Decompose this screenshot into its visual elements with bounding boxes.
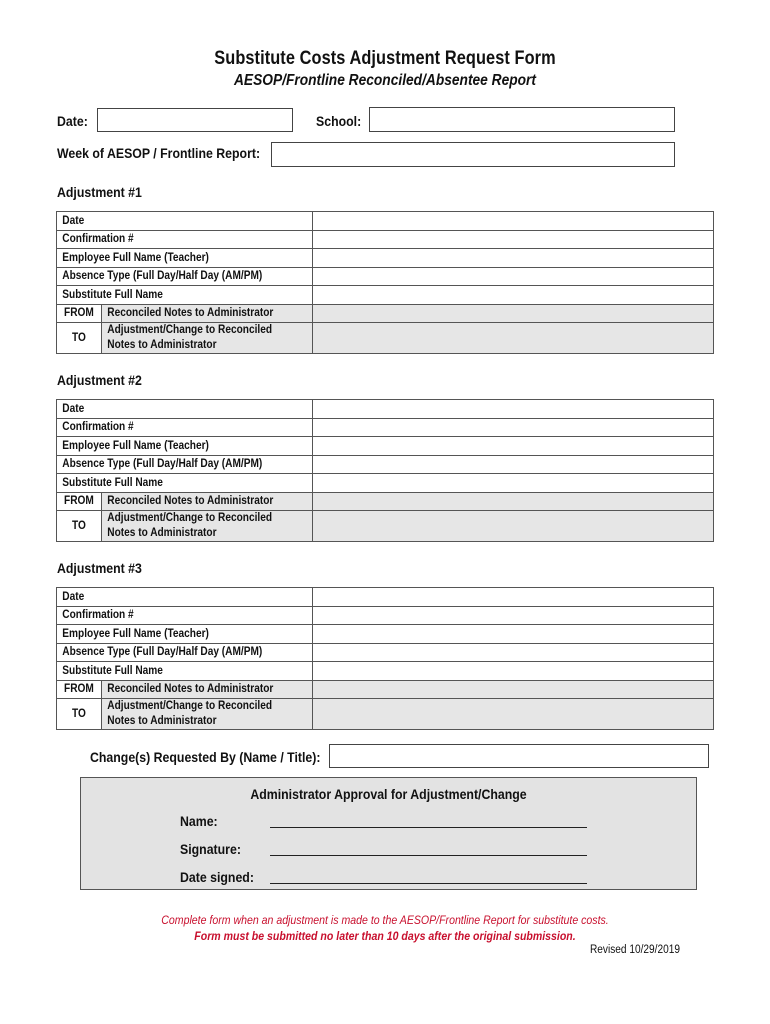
- adjustment-1-heading: Adjustment #1: [57, 184, 142, 200]
- adj1-reconciled-value[interactable]: [313, 304, 714, 323]
- adjustment-2-heading: Adjustment #2: [57, 372, 142, 388]
- row-label-confirmation: Confirmation #: [57, 230, 313, 249]
- adj1-change-value[interactable]: [313, 323, 714, 354]
- adj3-absence-value[interactable]: [313, 643, 714, 662]
- row-label-absence: Absence Type (Full Day/Half Day (AM/PM): [57, 643, 313, 662]
- from-label: FROM: [57, 680, 102, 699]
- approval-date-signed-line[interactable]: [270, 883, 587, 884]
- approval-name-label: Name:: [180, 813, 218, 829]
- adj1-employee-value[interactable]: [313, 249, 714, 268]
- adj2-substitute-value[interactable]: [313, 474, 714, 493]
- week-field[interactable]: [271, 142, 675, 167]
- adjustment-3-heading: Adjustment #3: [57, 560, 142, 576]
- approval-date-signed-label: Date signed:: [180, 869, 254, 885]
- row-label-date: Date: [57, 212, 313, 231]
- adj2-reconciled-value[interactable]: [313, 492, 714, 511]
- change-notes-label: Adjustment/Change to Reconciled Notes to Administrator: [102, 511, 313, 542]
- school-label: School:: [316, 113, 362, 129]
- approval-heading: Administrator Approval for Adjustment/Change: [250, 786, 527, 802]
- form-subtitle: AESOP/Frontline Reconciled/Absentee Report: [233, 72, 536, 89]
- row-label-absence: Absence Type (Full Day/Half Day (AM/PM): [57, 267, 313, 286]
- approval-signature-label: Signature:: [180, 841, 241, 857]
- adjustment-1-table: [56, 211, 714, 354]
- row-label-substitute: Substitute Full Name: [57, 474, 313, 493]
- adj2-employee-value[interactable]: [313, 437, 714, 456]
- adj2-absence-value[interactable]: [313, 455, 714, 474]
- requested-by-label: Change(s) Requested By (Name / Title):: [90, 749, 321, 765]
- adj1-substitute-value[interactable]: [313, 286, 714, 305]
- school-field[interactable]: [369, 107, 675, 132]
- change-notes-label: Adjustment/Change to Reconciled Notes to Administrator: [102, 699, 313, 730]
- to-label: TO: [57, 323, 102, 354]
- date-label: Date:: [57, 113, 88, 129]
- row-label-date: Date: [57, 588, 313, 607]
- reconciled-notes-label: Reconciled Notes to Administrator: [102, 680, 313, 699]
- adj1-confirmation-value[interactable]: [313, 230, 714, 249]
- from-label: FROM: [57, 304, 102, 323]
- change-notes-label: Adjustment/Change to Reconciled Notes to Administrator: [102, 323, 313, 354]
- requested-by-field[interactable]: [329, 744, 709, 768]
- adj2-change-value[interactable]: [313, 511, 714, 542]
- row-label-employee: Employee Full Name (Teacher): [57, 437, 313, 456]
- to-label: TO: [57, 699, 102, 730]
- row-label-absence: Absence Type (Full Day/Half Day (AM/PM): [57, 455, 313, 474]
- adj3-date-value[interactable]: [313, 588, 714, 607]
- date-field[interactable]: [97, 108, 293, 132]
- adjustment-2-table: [56, 399, 714, 542]
- footer-note-instructions: Complete form when an adjustment is made to the AESOP/Frontline Report for substitute costs.: [161, 913, 609, 927]
- adj1-date-value[interactable]: [313, 212, 714, 231]
- row-label-date: Date: [57, 400, 313, 419]
- administrator-approval-box: [80, 777, 697, 890]
- adj1-absence-value[interactable]: [313, 267, 714, 286]
- form-title: Substitute Costs Adjustment Request Form: [214, 48, 556, 69]
- adjustment-3-table: [56, 587, 714, 730]
- adj3-substitute-value[interactable]: [313, 662, 714, 681]
- reconciled-notes-label: Reconciled Notes to Administrator: [102, 304, 313, 323]
- adj2-date-value[interactable]: [313, 400, 714, 419]
- adj3-confirmation-value[interactable]: [313, 606, 714, 625]
- row-label-confirmation: Confirmation #: [57, 418, 313, 437]
- adj3-change-value[interactable]: [313, 699, 714, 730]
- footer-note-deadline: Form must be submitted no later than 10 days after the original submission.: [194, 929, 576, 943]
- row-label-substitute: Substitute Full Name: [57, 662, 313, 681]
- approval-name-line[interactable]: [270, 827, 587, 828]
- to-label: TO: [57, 511, 102, 542]
- from-label: FROM: [57, 492, 102, 511]
- adj3-reconciled-value[interactable]: [313, 680, 714, 699]
- adj3-employee-value[interactable]: [313, 625, 714, 644]
- approval-signature-line[interactable]: [270, 855, 587, 856]
- revised-date: Revised 10/29/2019: [589, 944, 680, 956]
- row-label-employee: Employee Full Name (Teacher): [57, 625, 313, 644]
- row-label-employee: Employee Full Name (Teacher): [57, 249, 313, 268]
- reconciled-notes-label: Reconciled Notes to Administrator: [102, 492, 313, 511]
- adj2-confirmation-value[interactable]: [313, 418, 714, 437]
- row-label-confirmation: Confirmation #: [57, 606, 313, 625]
- row-label-substitute: Substitute Full Name: [57, 286, 313, 305]
- week-label: Week of AESOP / Frontline Report:: [57, 145, 261, 161]
